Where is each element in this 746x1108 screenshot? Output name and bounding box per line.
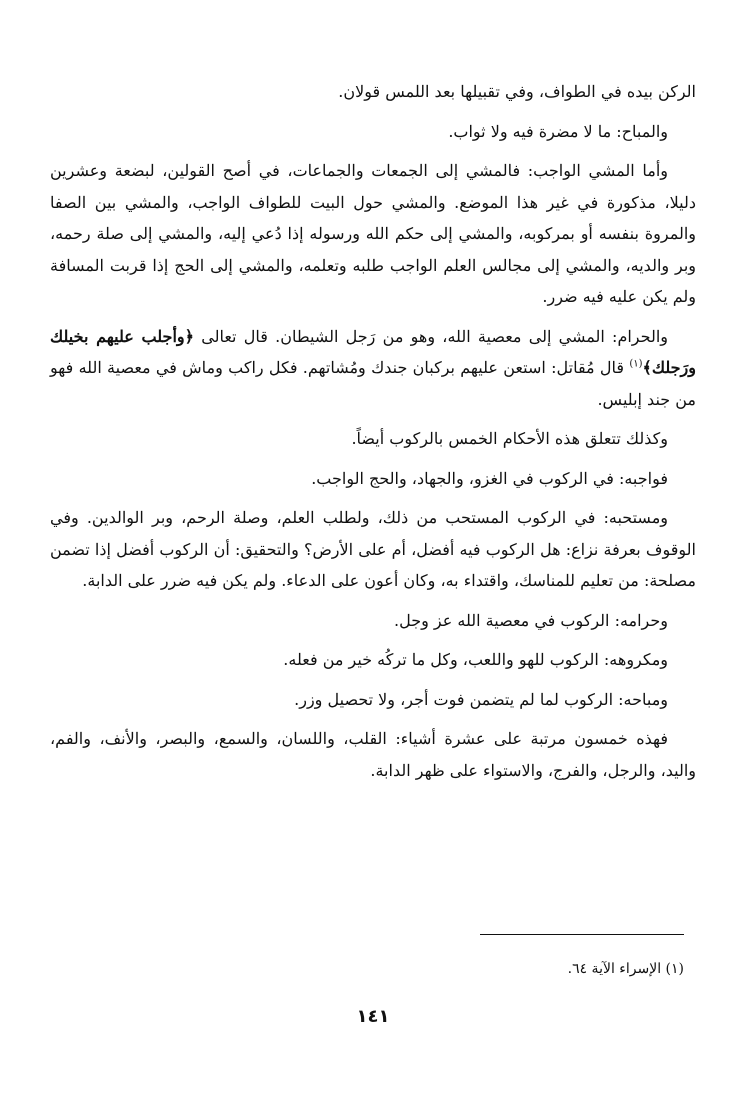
footnote-reference: (١) <box>629 358 643 370</box>
paragraph-11: فهذه خمسون مرتبة على عشرة أشياء: القلب، واللسان، والسمع، والبصر، والأنف، والفم، واليد، والرجل، والفرج، والاستواء على ظهر الدابة. <box>50 729 696 780</box>
paragraph-5: وكذلك تتعلق هذه الأحكام الخمس بالركوب أيضاً. <box>351 429 668 448</box>
main-text <box>50 76 696 794</box>
quran-verse: ﴿وأجلب عليهم بخيلك ورَجلك﴾ <box>50 326 696 377</box>
paragraph-8: وحرامه: الركوب في معصية الله عز وجل. <box>394 610 668 630</box>
paragraph-9: ومكروهه: الركوب للهو واللعب، وكل ما تركُه خير من فعله. <box>283 650 668 669</box>
paragraph-2: والمباح: ما لا مضرة فيه ولا ثواب. <box>448 121 668 141</box>
paragraph-1: الركن بيده في الطواف، وفي تقبيلها بعد اللمس قولان. <box>338 82 696 101</box>
paragraph-4-intro: والحرام: المشي إلى معصية الله، وهو من رَجل الشيطان. قال تعالى <box>194 326 669 346</box>
paragraph-3: وأما المشي الواجب: فالمشي إلى الجمعات والجماعات، في أصح القولين، لبضعة وعشرين دليلا، مذكورة في غير هذا الموضع. والمشي حول البيت للطواف الواجب، والمشي بين الصفا والمروة بنفسه أو بمركوبه، والمشي إلى حكم الله ورسوله إذا دُعي إليه، والمشي إلى صلة رحمه، وبر والديه، والمشي إلى مجالس العلم الواجب طلبه وتعلمه، والمشي إلى الحج إذا قربت المسافة ولم يكن عليه فيه ضرر. <box>50 161 696 306</box>
paragraph-7: ومستحبه: في الركوب المستحب من ذلك، ولطلب العلم، وصلة الرحم، وبر الوالدين. وفي الوقوف بعرفة نزاع: هل الركوب فيه أفضل، أم على الأرض؟ والتحقيق: أن الركوب أفضل إذا تضمن مصلحة: من تعليم للمناسك، واقتداء به، وكان أعون على الدعاء. ولم يكن فيه ضرر على الدابة. <box>50 508 697 590</box>
paragraph-4 <box>50 321 696 416</box>
paragraph-4-rest: قال مُقاتل: استعن عليهم بركبان جندك ومُشاتهم. فكل راكب وماش في معصية الله فهو من جند إبليس. <box>50 358 696 409</box>
paragraph-6: فواجبه: في الركوب في الغزو، والجهاد، والحج الواجب. <box>311 468 668 488</box>
footnote-divider <box>480 934 684 935</box>
footnote: (١) الإسراء الآية ٦٤. <box>567 961 684 977</box>
page-number: ١٤١ <box>356 1006 390 1027</box>
paragraph-10: ومباحه: الركوب لما لم يتضمن فوت أجر، ولا تحصيل وزر. <box>294 689 668 709</box>
